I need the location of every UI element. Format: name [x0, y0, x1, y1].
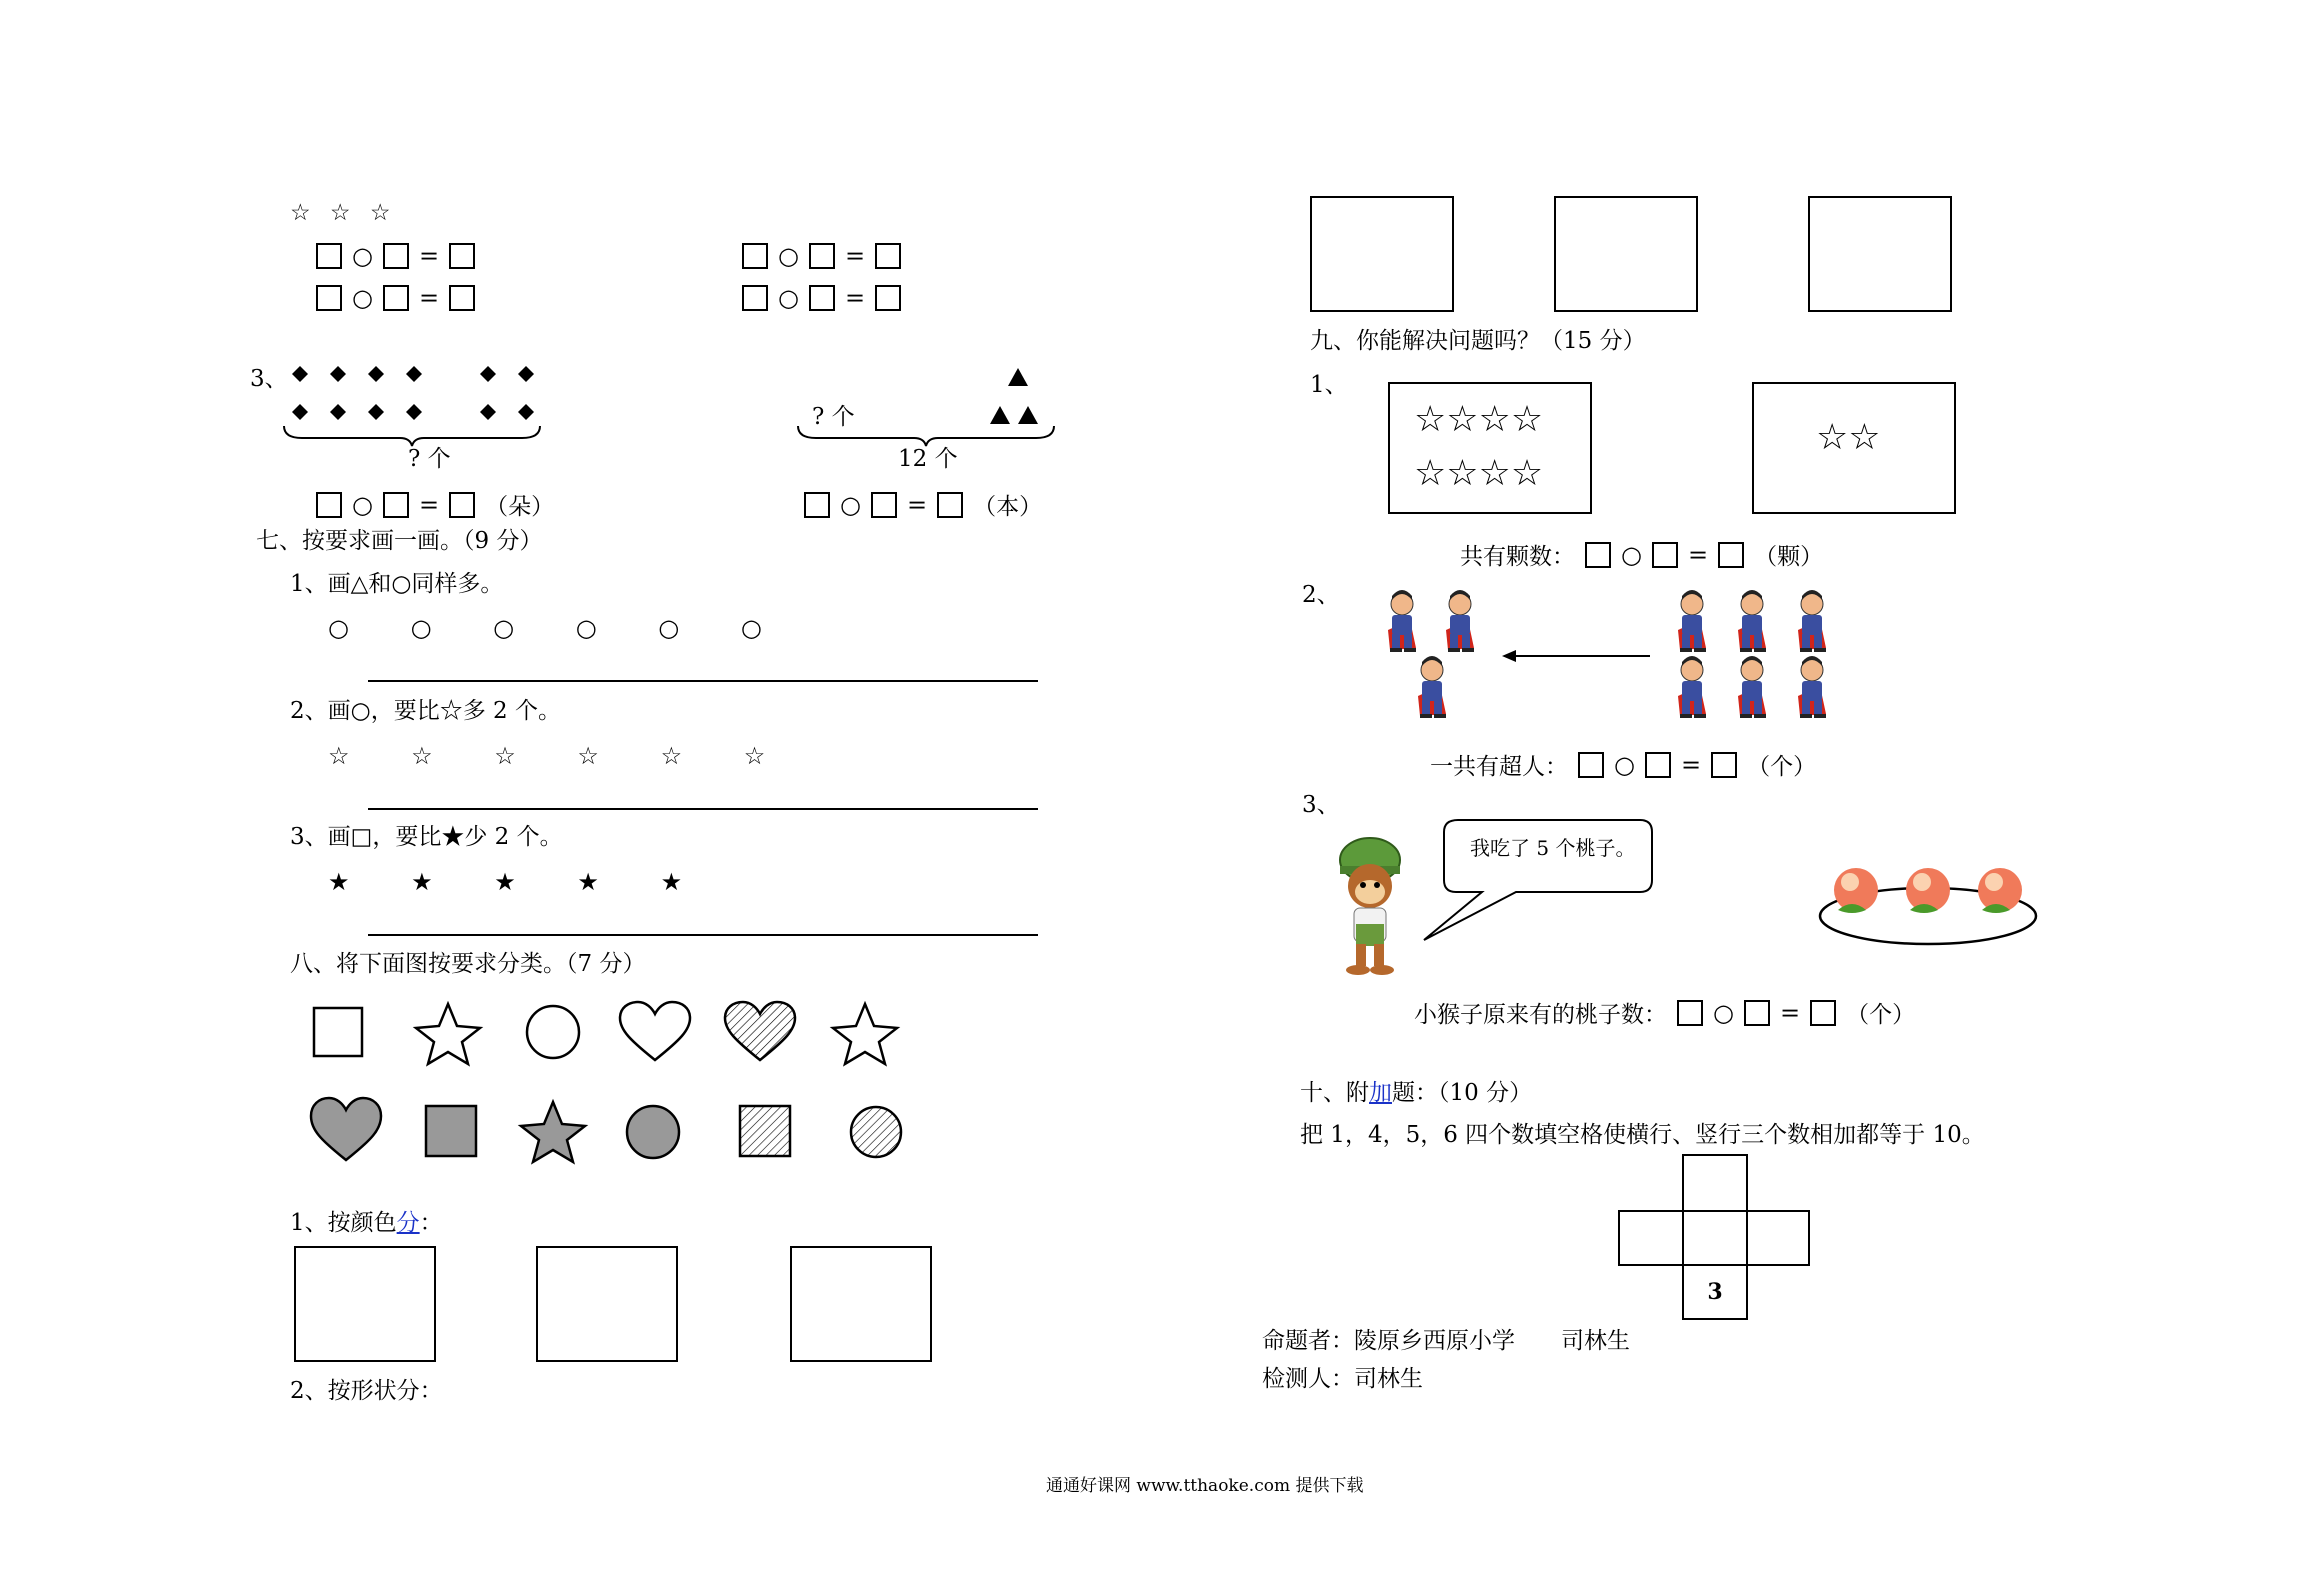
star-row: ☆☆☆☆ [1414, 399, 1544, 440]
superhero-group-icon [1380, 590, 1860, 730]
answer-box[interactable] [383, 492, 409, 518]
speech-text: 我吃了 5 个桃子。 [1470, 836, 1636, 860]
answer-box[interactable] [1718, 542, 1744, 568]
answer-box[interactable] [804, 492, 830, 518]
answer-box[interactable] [449, 285, 475, 311]
by-color-link[interactable]: 分 [396, 1210, 420, 1236]
equation-label: 共有颗数： [1460, 544, 1575, 570]
section-title [1300, 1082, 1532, 1105]
equation-label: 小猴子原来有的桃子数： [1414, 1002, 1667, 1028]
question-number: 3、 [250, 366, 288, 392]
answer-box[interactable] [1652, 542, 1678, 568]
title-suffix: 题：（10 分） [1392, 1080, 1533, 1106]
grid-cell-left[interactable] [1618, 1210, 1684, 1266]
brace-icon [796, 424, 1056, 448]
brace-label: ? 个 [408, 446, 451, 472]
answer-box[interactable] [449, 492, 475, 518]
star-row: ☆ ☆ ☆ ☆ ☆ ☆ [328, 742, 780, 770]
answer-box[interactable] [316, 285, 342, 311]
equation-row [316, 284, 475, 312]
section-title: 七、按要求画一画。（9 分） [256, 528, 543, 554]
equals-sign: = [418, 284, 440, 312]
answer-box[interactable] [1585, 542, 1611, 568]
answer-box[interactable] [383, 243, 409, 269]
answer-box[interactable] [937, 492, 963, 518]
square-icon [314, 1008, 362, 1056]
hatched-heart-icon [725, 1002, 795, 1060]
question-text: 2、画○，要比☆多 2 个。 [290, 698, 561, 724]
equals-sign: = [844, 242, 866, 270]
star-icon [416, 1004, 480, 1064]
operator-circle[interactable]: ○ [1713, 998, 1734, 1027]
answer-box[interactable] [383, 285, 409, 311]
title-prefix: 十、附 [1300, 1080, 1369, 1106]
grid-cell-top[interactable] [1682, 1154, 1748, 1212]
peach-plate-icon [1818, 852, 2058, 952]
answer-box-large[interactable] [1310, 196, 1454, 312]
equals-sign: = [1779, 998, 1801, 1027]
equation-row [742, 242, 901, 270]
answer-box[interactable] [1578, 752, 1604, 778]
answer-box-large[interactable] [790, 1246, 932, 1362]
answer-box[interactable] [449, 243, 475, 269]
equation-row [742, 284, 901, 312]
equation-row [1430, 748, 1816, 781]
answer-line[interactable] [368, 808, 1038, 810]
equals-sign: = [418, 490, 440, 519]
filled-square-icon [426, 1106, 476, 1156]
footer-text: 通通好课网 www.tthaoke.com 提供下载 [1046, 1476, 1364, 1496]
equals-sign: = [906, 490, 928, 519]
answer-box[interactable] [316, 243, 342, 269]
unit-label: （个） [1846, 1002, 1916, 1028]
answer-box[interactable] [316, 492, 342, 518]
answer-box[interactable] [809, 285, 835, 311]
monkey-icon [1318, 830, 1428, 980]
answer-box[interactable] [875, 243, 901, 269]
unit-label: （个） [1747, 754, 1817, 780]
equation-row [1414, 996, 1915, 1029]
grid-cell-bottom [1682, 1264, 1748, 1320]
operator-circle[interactable]: ○ [1614, 750, 1635, 779]
answer-box[interactable] [1711, 752, 1737, 778]
question-number: 1、 [1310, 372, 1348, 398]
top-stars: ☆ ☆ ☆ [290, 200, 397, 226]
equals-sign: = [1680, 750, 1702, 779]
unit-label: （本） [973, 494, 1043, 520]
filled-heart-icon [311, 1098, 381, 1160]
author-credit: 命题者：陵原乡西原小学 司林生 [1262, 1328, 1630, 1354]
operator-circle[interactable]: ○ [840, 490, 861, 519]
answer-line[interactable] [368, 934, 1038, 936]
answer-box[interactable] [871, 492, 897, 518]
unit-label: （朵） [485, 494, 555, 520]
circle-icon [527, 1006, 579, 1058]
operator-circle[interactable]: ○ [352, 490, 373, 519]
answer-box[interactable] [1645, 752, 1671, 778]
equals-sign: = [1687, 540, 1709, 569]
equation-row [1460, 538, 1823, 571]
brace-label: 12 个 [898, 446, 958, 472]
by-color-suffix: ： [419, 1210, 443, 1236]
filled-star-icon [521, 1102, 585, 1162]
question-text: 3、画□，要比★少 2 个。 [290, 824, 563, 850]
question-text: 2、按形状分： [290, 1378, 443, 1404]
question-text: 1、画△和○同样多。 [290, 571, 504, 597]
operator-circle[interactable]: ○ [352, 242, 373, 270]
answer-box[interactable] [742, 285, 768, 311]
answer-box[interactable] [1810, 1000, 1836, 1026]
question-text [290, 1212, 443, 1235]
operator-circle[interactable]: ○ [1621, 540, 1642, 569]
filled-star-row: ★ ★ ★ ★ ★ [328, 868, 697, 896]
operator-circle[interactable]: ○ [352, 284, 373, 312]
equation-row [316, 488, 554, 521]
answer-box-large[interactable] [294, 1246, 436, 1362]
checker-credit: 检测人：司林生 [1262, 1366, 1423, 1392]
given-number: 3 [1707, 1279, 1723, 1305]
grid-cell-right[interactable] [1746, 1210, 1810, 1266]
answer-box[interactable] [809, 243, 835, 269]
star-icon [833, 1004, 897, 1064]
equation-label: 一共有超人： [1430, 754, 1568, 780]
operator-circle[interactable]: ○ [778, 284, 799, 312]
question-number: 2、 [1302, 582, 1340, 608]
answer-line[interactable] [368, 680, 1038, 682]
unknown-count-label: ? 个 [812, 404, 855, 430]
answer-box[interactable] [1677, 1000, 1703, 1026]
answer-box-large[interactable] [1554, 196, 1698, 312]
question-number: 3、 [1302, 792, 1340, 818]
answer-box[interactable] [875, 285, 901, 311]
filled-circle-icon [627, 1106, 679, 1158]
star-row: ☆☆ [1816, 417, 1881, 458]
section-title: 九、你能解决问题吗？（15 分） [1310, 328, 1646, 354]
unit-label: （颗） [1754, 544, 1824, 570]
title-link[interactable]: 加 [1369, 1080, 1392, 1106]
shapes-grid [310, 1000, 930, 1170]
hatched-square-icon [740, 1106, 790, 1156]
equation-row [316, 242, 475, 270]
circle-row: ○ ○ ○ ○ ○ ○ [328, 614, 776, 642]
equals-sign: = [844, 284, 866, 312]
star-row: ☆☆☆☆ [1414, 453, 1544, 494]
equation-row [804, 488, 1042, 521]
by-color-prefix: 1、按颜色 [290, 1210, 397, 1236]
answer-box-large[interactable] [536, 1246, 678, 1362]
section-title: 八、将下面图按要求分类。（7 分） [290, 951, 646, 977]
heart-icon [620, 1002, 690, 1060]
answer-box-large[interactable] [1808, 196, 1952, 312]
brace-icon [282, 424, 542, 448]
equals-sign: = [418, 242, 440, 270]
answer-box[interactable] [742, 243, 768, 269]
hatched-circle-icon [851, 1107, 901, 1157]
answer-box[interactable] [1744, 1000, 1770, 1026]
operator-circle[interactable]: ○ [778, 242, 799, 270]
grid-cell-center[interactable] [1682, 1210, 1748, 1266]
question-text: 把 1，4，5，6 四个数填空格使横行、竖行三个数相加都等于 10。 [1300, 1122, 1985, 1148]
